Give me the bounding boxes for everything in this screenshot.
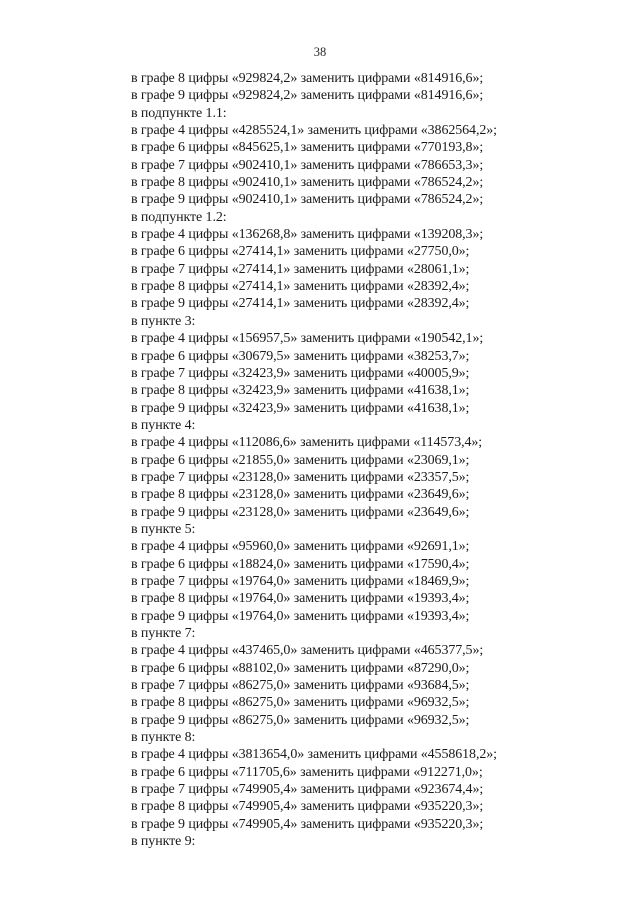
section-heading-line: в пункте 7:	[131, 626, 196, 641]
section-heading-line: в подпункте 1.2:	[131, 209, 227, 225]
text-line: в графе 9 цифры «23128,0» заменить цифрами «23649,6»;	[131, 504, 470, 520]
text-line: в графе 7 цифры «19764,0» заменить цифрами «18469,9»;	[131, 573, 470, 589]
text-line: в графе 4 цифры «112086,6» заменить цифрами «114573,4»;	[131, 435, 483, 451]
text-line: в графе 4 цифры «4285524,1» заменить цифрами «3862564,2»;	[131, 123, 497, 139]
amendment-text-block	[131, 70, 611, 850]
text-line: в графе 8 цифры «27414,1» заменить цифрами «28392,4»;	[131, 279, 470, 295]
text-line: в графе 6 цифры «18824,0» заменить цифрами «17590,4»;	[131, 556, 470, 572]
text-line: в графе 9 цифры «749905,4» заменить цифрами «935220,3»;	[131, 816, 484, 832]
text-line: в графе 9 цифры «32423,9» заменить цифрами «41638,1»;	[131, 400, 470, 416]
text-line: в графе 4 цифры «3813654,0» заменить цифрами «4558618,2»;	[131, 747, 497, 763]
text-line: в графе 6 цифры «30679,5» заменить цифрами «38253,7»;	[131, 348, 470, 364]
text-line: в графе 8 цифры «19764,0» заменить цифрами «19393,4»;	[131, 591, 470, 607]
text-line: в графе 6 цифры «88102,0» заменить цифрами «87290,0»;	[131, 660, 470, 676]
text-line: в графе 4 цифры «437465,0» заменить цифрами «465377,5»;	[131, 643, 484, 659]
text-line: в графе 7 цифры «86275,0» заменить цифрами «93684,5»;	[131, 678, 470, 694]
text-line: в графе 4 цифры «156957,5» заменить цифрами «190542,1»;	[131, 331, 484, 347]
text-line: в графе 8 цифры «32423,9» заменить цифрами «41638,1»;	[131, 383, 470, 399]
text-line: в графе 8 цифры «929824,2» заменить цифрами «814916,6»;	[131, 71, 484, 86]
text-line: в графе 9 цифры «19764,0» заменить цифрами «19393,4»;	[131, 608, 470, 624]
text-line: в графе 6 цифры «711705,6» заменить цифрами «912271,0»;	[131, 764, 483, 780]
text-line: в графе 7 цифры «749905,4» заменить цифрами «923674,4»;	[131, 782, 484, 798]
text-line: в графе 7 цифры «32423,9» заменить цифрами «40005,9»;	[131, 365, 470, 381]
section-heading-line: в пункте 4:	[131, 417, 196, 433]
text-line: в графе 9 цифры «27414,1» заменить цифрами «28392,4»;	[131, 296, 470, 312]
text-line: в графе 6 цифры «27414,1» заменить цифрами «27750,0»;	[131, 244, 470, 260]
text-line: в графе 7 цифры «27414,1» заменить цифрами «28061,1»;	[131, 261, 470, 277]
section-heading-line: в пункте 5:	[131, 521, 196, 537]
text-line: в графе 7 цифры «23128,0» заменить цифрами «23357,5»;	[131, 469, 470, 485]
text-line: в графе 4 цифры «95960,0» заменить цифрами «92691,1»;	[131, 539, 470, 555]
text-line: в графе 7 цифры «902410,1» заменить цифрами «786653,3»;	[131, 157, 484, 173]
section-heading-line: в пункте 3:	[131, 313, 196, 329]
text-line: в графе 6 цифры «21855,0» заменить цифрами «23069,1»;	[131, 452, 470, 468]
section-heading-line: в подпункте 1.1:	[131, 105, 227, 121]
text-line: в графе 9 цифры «86275,0» заменить цифрами «96932,5»;	[131, 712, 470, 728]
page-number: 38	[313, 45, 327, 59]
text-line: в графе 8 цифры «749905,4» заменить цифрами «935220,3»;	[131, 799, 484, 815]
text-line: в графе 8 цифры «902410,1» заменить цифрами «786524,2»;	[131, 175, 484, 191]
text-line: в графе 8 цифры «86275,0» заменить цифрами «96932,5»;	[131, 695, 470, 711]
text-line: в графе 9 цифры «902410,1» заменить цифрами «786524,2»;	[131, 192, 484, 208]
text-line: в графе 6 цифры «845625,1» заменить цифрами «770193,8»;	[131, 140, 484, 156]
section-heading-line: в пункте 8:	[131, 730, 196, 746]
text-line: в графе 4 цифры «136268,8» заменить цифрами «139208,3»;	[131, 227, 484, 243]
text-line: в графе 9 цифры «929824,2» заменить цифрами «814916,6»;	[131, 88, 484, 104]
section-heading-line: в пункте 9:	[131, 834, 196, 850]
text-line: в графе 8 цифры «23128,0» заменить цифрами «23649,6»;	[131, 487, 470, 503]
